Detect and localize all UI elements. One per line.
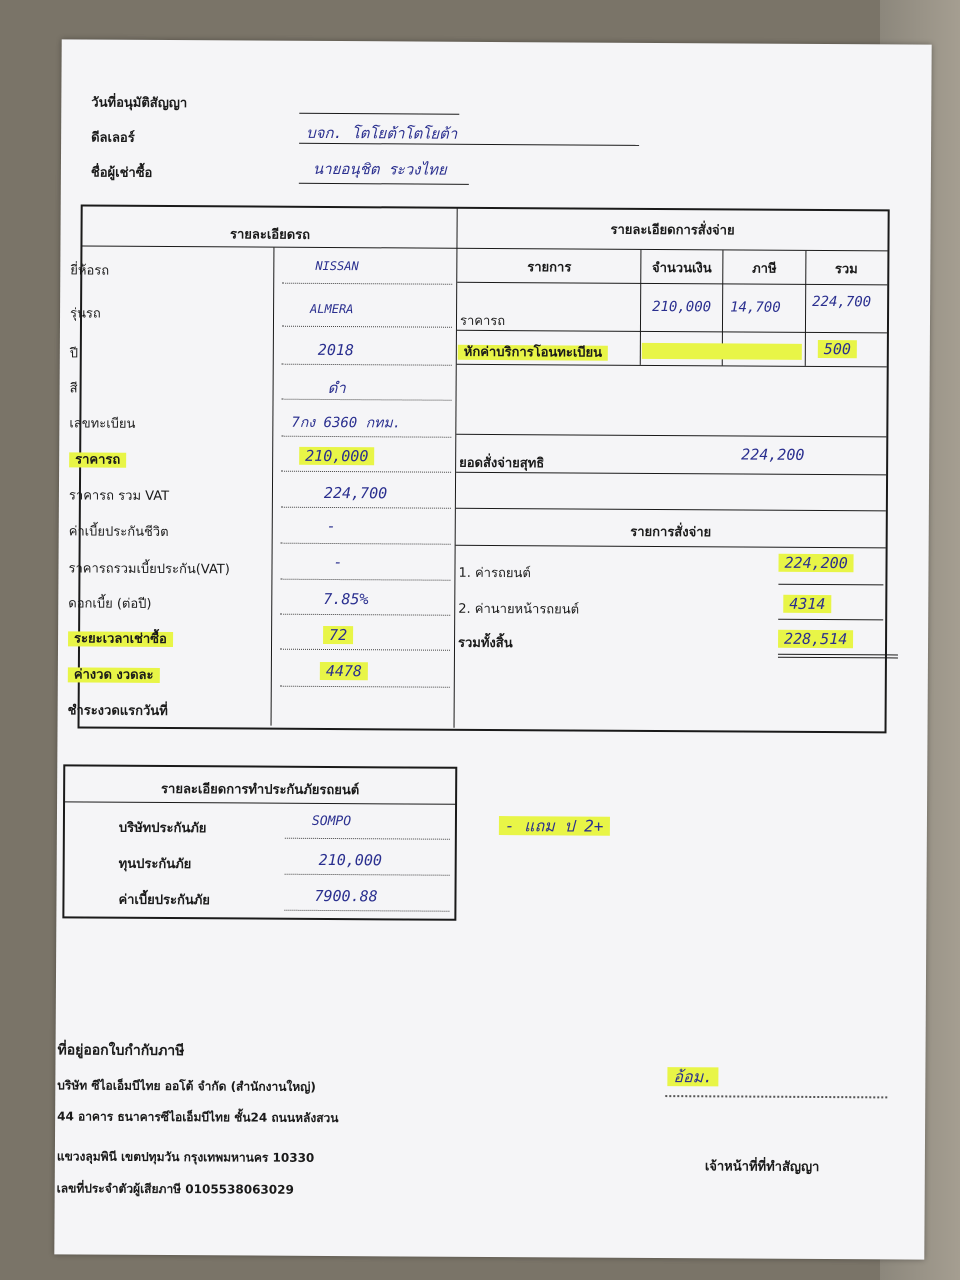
disbursement-item: 2. ค่านายหน้ารถยนต์ bbox=[458, 601, 580, 618]
disbursement-value bbox=[783, 595, 831, 613]
car-row-label bbox=[68, 627, 173, 649]
pay-row-item-text: หักค่าบริการโอนทะเบียน bbox=[458, 345, 608, 361]
car-row-value: 7.85% bbox=[323, 589, 369, 609]
car-row-value-text: 4478 bbox=[320, 662, 368, 680]
car-row-label: ค่าเบี้ยประกันชีวิต bbox=[68, 524, 169, 541]
car-row-label-text: ระยะเวลาเช่าซื้อ bbox=[68, 631, 173, 647]
insurance-row-value: 7900.88 bbox=[314, 886, 378, 906]
car-row-value bbox=[299, 447, 374, 465]
address-line-1: 44 อาคาร ธนาคารซีไอเอ็มบีไทย ชั้น24 ถนนหลังสวน bbox=[57, 1109, 339, 1126]
car-row-label-text: ค่างวด งวดละ bbox=[68, 667, 160, 683]
highlight-bar bbox=[642, 343, 802, 360]
approval-date-label: วันที่อนุมัติสัญญา bbox=[91, 95, 188, 112]
car-row-value: - bbox=[326, 516, 336, 536]
pay-col-total: รวม bbox=[834, 262, 858, 278]
disbursement-item: 1. ค่ารถยนต์ bbox=[458, 565, 531, 582]
car-row-label: ปี bbox=[69, 346, 79, 362]
officer-signature-text: อ้อม. bbox=[667, 1067, 719, 1086]
net-payment-label: ยอดสั่งจ่ายสุทธิ bbox=[459, 455, 545, 472]
pay-col-item: รายการ bbox=[527, 260, 572, 276]
lessee-line bbox=[299, 183, 469, 185]
insurance-row-value: 210,000 bbox=[318, 850, 382, 870]
car-row-value: - bbox=[333, 553, 343, 572]
pay-col-amount: จำนวนเงิน bbox=[651, 260, 712, 277]
car-row-label bbox=[69, 448, 126, 469]
disbursement-total-value bbox=[778, 630, 853, 648]
car-row-value bbox=[323, 626, 353, 644]
lessee-label: ชื่อผู้เช่าซื้อ bbox=[90, 165, 153, 181]
car-row-value: 224,700 bbox=[323, 483, 388, 503]
insurance-row-label: ทุนประกันภัย bbox=[118, 856, 192, 873]
dealer-label: ดีลเลอร์ bbox=[91, 130, 135, 146]
insurance-row-value: SOMPO bbox=[311, 813, 352, 830]
car-row-value: 7กง 6360 กทม. bbox=[291, 414, 402, 432]
insurance-row-label: บริษัทประกันภัย bbox=[118, 820, 207, 837]
car-row-label: ดอกเบี้ย (ต่อปี) bbox=[68, 596, 152, 612]
car-row-label: ชำระงวดแรกวันที่ bbox=[67, 703, 168, 720]
car-row-label: สี bbox=[69, 381, 78, 397]
car-row-value: 2018 bbox=[317, 340, 355, 360]
officer-label: เจ้าหน้าที่ที่ทำสัญญา bbox=[704, 1159, 820, 1176]
tax-id: เลขที่ประจำตัวผู้เสียภาษี 0105538063029 bbox=[56, 1181, 294, 1197]
company-name: บริษัท ซีไอเอ็มบีไทย ออโต้ จำกัด (สำนักงานใหญ่) bbox=[57, 1078, 316, 1094]
officer-signature bbox=[667, 1065, 719, 1090]
car-row-value-text: 72 bbox=[323, 626, 353, 644]
car-details-header: รายละเอียดรถ bbox=[229, 227, 311, 243]
car-row-value bbox=[320, 662, 368, 680]
disbursement-value-text: 4314 bbox=[783, 595, 831, 613]
insurance-header: รายละเอียดการทำประกันภัยรถยนต์ bbox=[161, 781, 360, 799]
car-row-label: ยี่ห้อรถ bbox=[70, 263, 110, 279]
dealer-value: บจก. โตโยต้าโตโยต้า bbox=[306, 123, 458, 143]
pay-row-item: ราคารถ bbox=[459, 313, 506, 330]
document-sheet bbox=[54, 39, 931, 1259]
disbursement-value-text: 224,200 bbox=[778, 554, 853, 572]
insurance-note-text: - แถม ป 2+ bbox=[499, 816, 610, 836]
car-row-label: รุ่นรถ bbox=[69, 306, 101, 322]
disbursement-header: รายการสั่งจ่าย bbox=[630, 524, 712, 541]
car-row-label: เลขทะเบียน bbox=[69, 416, 136, 432]
pay-col-tax: ภาษี bbox=[752, 261, 777, 277]
tax-invoice-address-title: ที่อยู่ออกใบกำกับภาษี bbox=[57, 1042, 185, 1060]
insurance-row-label: ค่าเบี้ยประกันภัย bbox=[118, 892, 210, 909]
pay-row-tax: 14,700 bbox=[730, 299, 781, 316]
car-row-label-text: ราคารถ bbox=[69, 452, 126, 467]
pay-row-total-text: 500 bbox=[818, 340, 857, 358]
disbursement-total-label: รวมทั้งสิ้น bbox=[457, 635, 513, 652]
pay-row-amount: 210,000 bbox=[652, 298, 712, 316]
car-row-value-text: 210,000 bbox=[299, 447, 374, 465]
signature-line bbox=[665, 1095, 887, 1098]
car-row-label bbox=[68, 663, 160, 685]
approval-date-line bbox=[299, 113, 459, 115]
car-row-value: ดำ bbox=[327, 378, 346, 398]
lessee-value: นายอนุชิต ระวงไทย bbox=[312, 159, 447, 179]
disbursement-value bbox=[778, 554, 853, 572]
disbursement-total-value-text: 228,514 bbox=[778, 630, 853, 648]
car-row-value: NISSAN bbox=[315, 258, 359, 274]
net-payment-value: 224,200 bbox=[741, 445, 805, 464]
car-row-label: ราคารถรวมเบี้ยประกัน(VAT) bbox=[68, 561, 230, 578]
pay-row-total: 224,700 bbox=[812, 293, 872, 311]
address-line-2: แขวงลุมพินี เขตปทุมวัน กรุงเทพมหานคร 10330 bbox=[56, 1149, 315, 1165]
pay-row-total bbox=[818, 340, 857, 358]
car-row-value: ALMERA bbox=[310, 301, 354, 317]
insurance-note bbox=[499, 814, 610, 840]
payment-details-header: รายละเอียดการสั่งจ่าย bbox=[610, 222, 735, 239]
pay-row-item bbox=[458, 341, 638, 363]
car-row-label: ราคารถ รวม VAT bbox=[68, 488, 170, 505]
